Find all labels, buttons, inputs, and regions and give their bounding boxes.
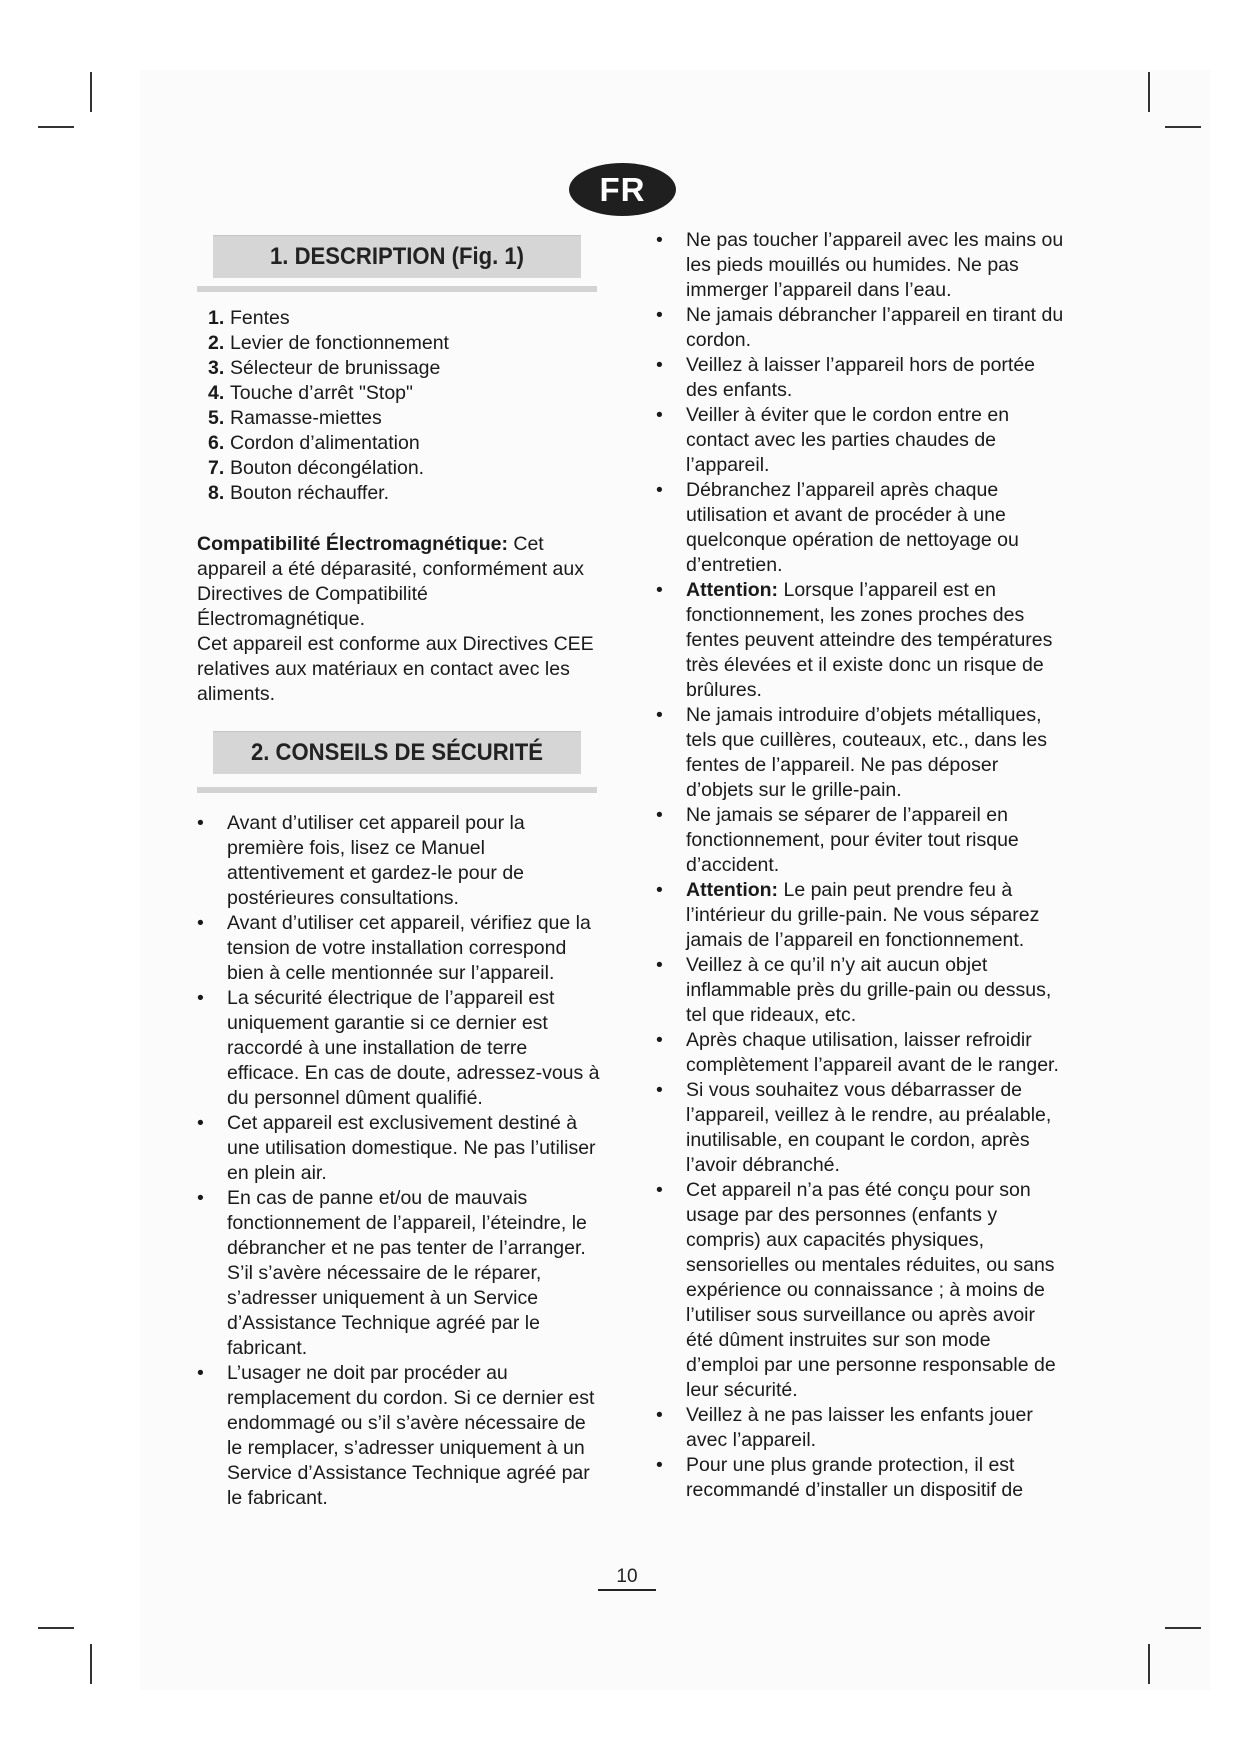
list-item: • Débranchez l’appareil après chaque utilisation et avant de procéder à une quelconque opération de nettoyage ou d’entretien. [656, 479, 1019, 576]
list-item: • Pour une plus grande protection, il est recommandé d’installer un dispositif de [656, 1454, 1024, 1501]
list-item: • Veillez à ne pas laisser les enfants jouer avec l’appareil. [656, 1404, 1033, 1451]
list-item: 4. Touche d’arrêt "Stop" [208, 382, 413, 404]
list-item: • Ne pas toucher l’appareil avec les mains ou les pieds mouillés ou humides. Ne pas immerger l’appareil dans l’eau. [656, 229, 1064, 301]
list-item: 6. Cordon d’alimentation [208, 432, 420, 454]
section-2-rule [197, 787, 597, 793]
list-item: 5. Ramasse-miettes [208, 407, 382, 429]
list-item: • Cet appareil est exclusivement destiné à une utilisation domestique. Ne pas l’utiliser en plein air. [197, 1112, 596, 1184]
list-item: • Attention: Le pain peut prendre feu à l’intérieur du grille-pain. Ne vous séparez jamais de l’appareil en fonctionnement. [656, 879, 1040, 951]
crop-mark-bottom-right-v [1148, 1644, 1150, 1684]
list-item: • Ne jamais débrancher l’appareil en tirant du cordon. [656, 304, 1064, 351]
list-item: • Veillez à ce qu’il n’y ait aucun objet inflammable près du grille-pain ou dessus, tel que rideaux, etc. [656, 954, 1052, 1026]
section-1-title: 1. DESCRIPTION (Fig. 1) [213, 235, 581, 278]
list-item: • Ne jamais se séparer de l’appareil en fonctionnement, pour éviter tout risque d’accident. [656, 804, 1019, 876]
crop-mark-bottom-left-h [38, 1627, 74, 1629]
description-parts-list [208, 306, 449, 506]
safety-list-left [197, 811, 602, 1511]
list-item: • Veillez à laisser l’appareil hors de portée des enfants. [656, 354, 1036, 401]
emc-text: Compatibilité Électromagnétique: Cet appareil a été déparasité, conformément aux Directives de Compatibilité Électromagnétique. [197, 533, 584, 630]
crop-mark-bottom-right-h [1165, 1627, 1201, 1629]
list-item: 8. Bouton réchauffer. [208, 482, 390, 504]
list-item: 3. Sélecteur de brunissage [208, 357, 441, 379]
list-item: • Avant d’utiliser cet appareil pour la première fois, lisez ce Manuel attentivement et gardez-le pour de postérieures consultations. [197, 812, 525, 909]
language-badge: FR [569, 163, 676, 216]
list-item: • En cas de panne et/ou de mauvais fonctionnement de l’appareil, l’éteindre, le débrancher et ne pas tenter de l’arranger. S’il s’avère nécessaire de le réparer, s’adresser uniquement à un Service d’Assistance Technique agréé par le fabricant. [197, 1187, 587, 1359]
list-item: • Attention: Lorsque l’appareil est en fonctionnement, les zones proches des fentes peuvent atteindre des températures très élevées et il existe donc un risque de brûlures. [656, 579, 1053, 701]
list-item: • Avant d’utiliser cet appareil, vérifiez que la tension de votre installation correspond bien à celle mentionnée sur l’appareil. [197, 912, 591, 984]
safety-list-right [656, 228, 1066, 1503]
page-number: 10 [598, 1566, 656, 1591]
list-item: • L’usager ne doit par procéder au remplacement du cordon. Si ce dernier est endommagé ou s’il s’avère nécessaire de le remplacer, s’adresser uniquement à un Service d’Assistance Technique agréé par le fabricant. [197, 1362, 595, 1509]
list-item: • Après chaque utilisation, laisser refroidir complètement l’appareil avant de le ranger. [656, 1029, 1059, 1076]
cee-text: Cet appareil est conforme aux Directives CEE relatives aux matériaux en contact avec les aliments. [197, 633, 594, 705]
crop-mark-top-right-v [1148, 72, 1150, 112]
list-item: 1. Fentes [208, 307, 290, 329]
crop-mark-top-right-h [1165, 126, 1201, 128]
list-item: 2. Levier de fonctionnement [208, 332, 449, 354]
section-1-rule [197, 286, 597, 292]
crop-mark-top-left-v [90, 72, 92, 112]
section-2-title: 2. CONSEILS DE SÉCURITÉ [213, 731, 581, 774]
crop-mark-bottom-left-v [90, 1644, 92, 1684]
list-item: • La sécurité électrique de l’appareil est uniquement garantie si ce dernier est raccordé à une installation de terre efficace. En cas de doute, adressez-vous à du personnel dûment qualifié. [197, 987, 600, 1109]
list-item: • Si vous souhaitez vous débarrasser de l’appareil, veillez à le rendre, au préalable, inutilisable, en coupant le cordon, après l’avoir débranché. [656, 1079, 1052, 1176]
list-item: • Cet appareil n’a pas été conçu pour son usage par des personnes (enfants y compris) aux capacités physiques, sensorielles ou mentales réduites, ou sans expérience ou connaissance ; à moins de l’utiliser sous surveillance ou après avoir été dûment instruites sur son mode d’emploi par une personne responsable de leur sécurité. [656, 1179, 1056, 1401]
list-item: 7. Bouton décongélation. [208, 457, 425, 479]
crop-mark-top-left-h [38, 126, 74, 128]
list-item: • Ne jamais introduire d’objets métalliques, tels que cuillères, couteaux, etc., dans les fentes de l’appareil. Ne pas déposer d’objets sur le grille-pain. [656, 704, 1047, 801]
list-item: • Veiller à éviter que le cordon entre en contact avec les parties chaudes de l’appareil. [656, 404, 1010, 476]
emc-paragraph [197, 532, 597, 707]
